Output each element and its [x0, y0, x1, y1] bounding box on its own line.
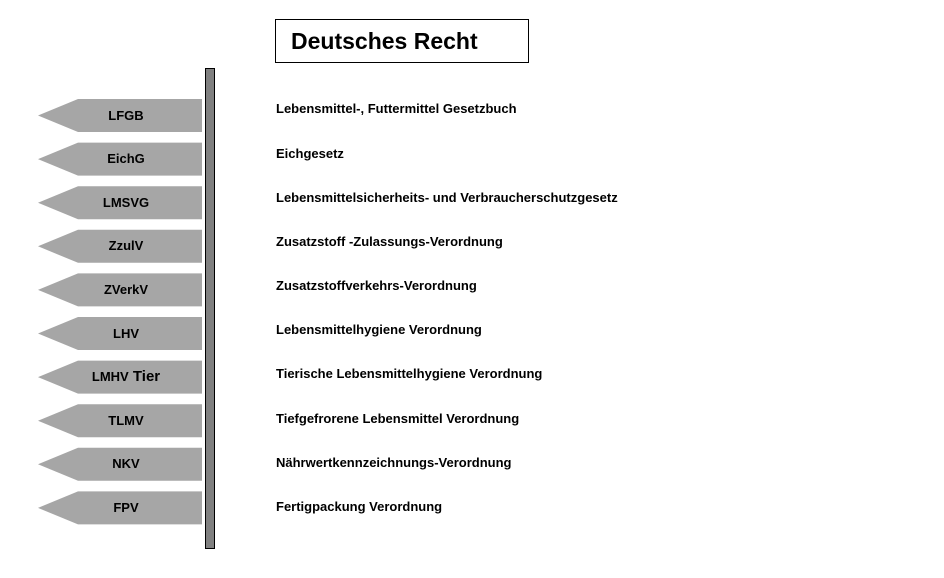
arrow-abbr: ZzulV [108, 238, 144, 254]
arrow-abbr: NKV [112, 456, 140, 472]
law-description: Eichgesetz [276, 146, 344, 161]
arrow-label [0, 195, 252, 211]
arrow-label [0, 326, 252, 342]
arrow-abbr: TLMV [108, 412, 144, 428]
arrow-abbr: LHV [113, 325, 139, 341]
law-description: Nährwertkennzeichnungs-Verordnung [276, 455, 512, 470]
law-description: Zusatzstoffverkehrs-Verordnung [276, 278, 477, 293]
law-description: Fertigpackung Verordnung [276, 499, 443, 514]
law-description: Zusatzstoff -Zulassungs-Verordnung [276, 234, 503, 249]
arrow-label [0, 238, 252, 254]
arrow-label [0, 369, 252, 385]
arrow-label [0, 413, 252, 429]
law-description: Lebensmittelhygiene Verordnung [276, 322, 482, 337]
arrow-label [0, 500, 252, 516]
arrow-abbr-suffix: Tier [128, 368, 161, 386]
diagram-title: Deutsches Recht [291, 28, 478, 54]
arrow-label [0, 282, 252, 298]
arrow-abbr: LFGB [108, 107, 144, 123]
arrow-label [0, 108, 252, 124]
arrow-abbr: FPV [113, 499, 139, 515]
arrow-label [0, 456, 252, 472]
arrow-abbr: ZVerkV [103, 281, 149, 297]
arrow-label [0, 151, 252, 167]
law-description: Tiefgefrorene Lebensmittel Verordnung [276, 411, 520, 426]
arrow-abbr: EichG [107, 151, 145, 167]
arrow-abbr: LMSVG [102, 194, 150, 210]
law-description: Tierische Lebensmittelhygiene Verordnung [276, 366, 543, 381]
law-description: Lebensmittel-, Futtermittel Gesetzbuch [276, 101, 517, 116]
law-description: Lebensmittelsicherheits- und Verbraucherschutzgesetz [276, 190, 618, 205]
arrow-abbr: LMHV [91, 369, 129, 385]
vertical-bar [205, 68, 215, 549]
